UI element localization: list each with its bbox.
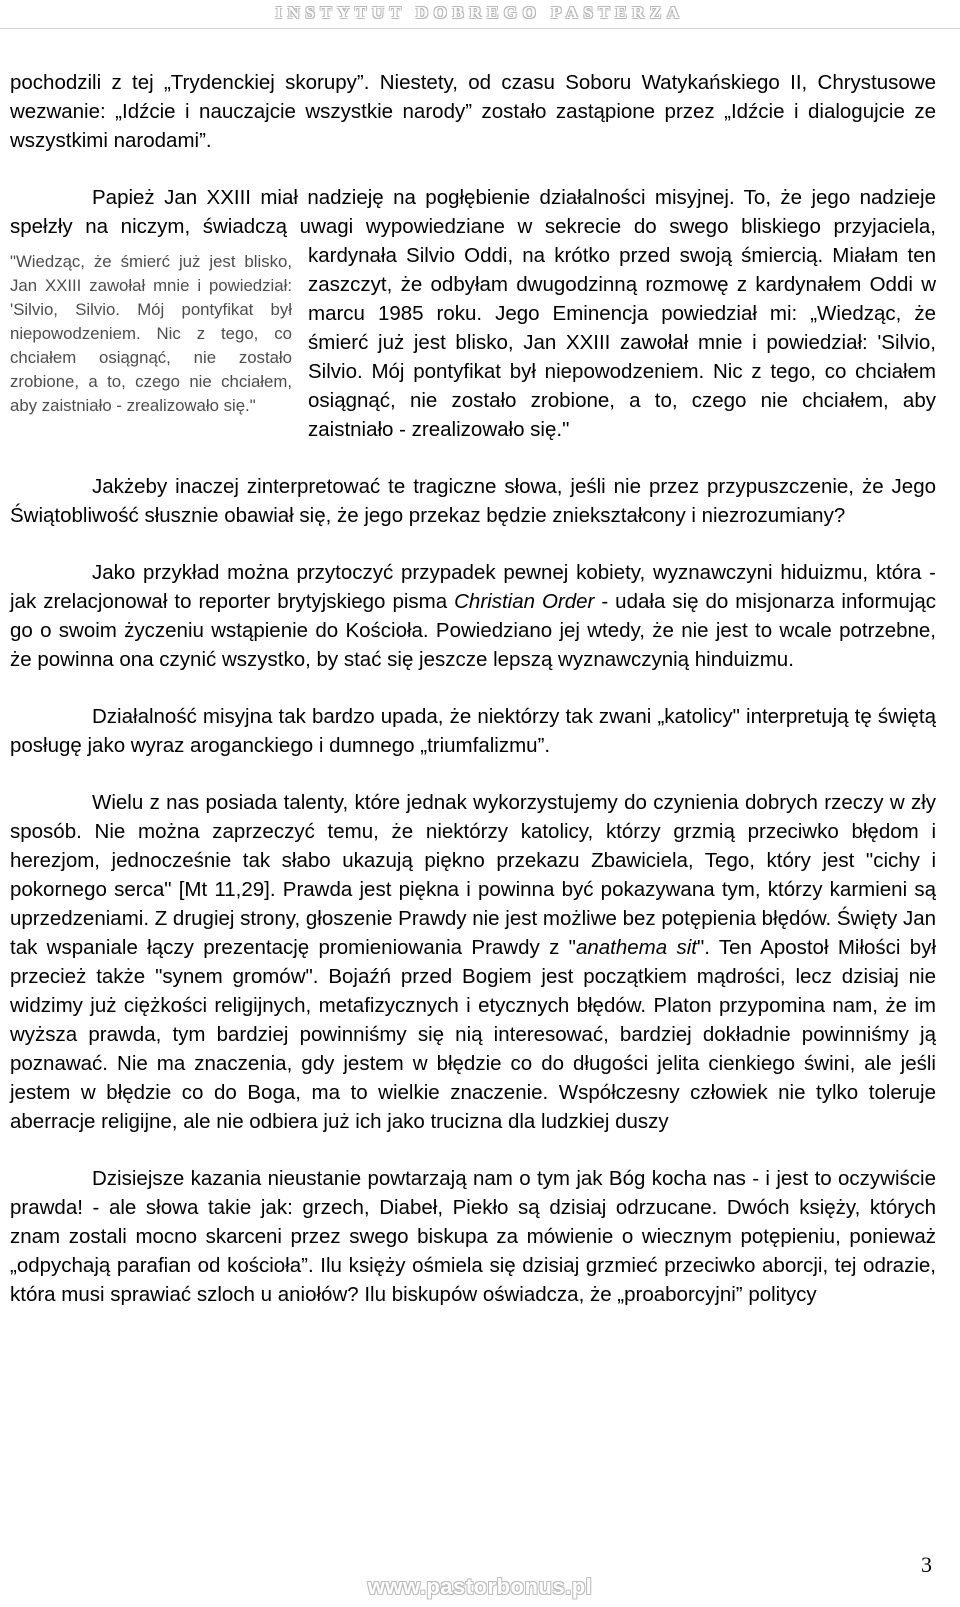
- paragraph-7: Dzisiejsze kazania nieustanie powtarzają nam o tym jak Bóg kocha nas - i jest to oczywiście prawda! - ale słowa takie jak: grzech, Diabeł, Piekło są dzisiaj odrzucane. Dwóch księży, których znam zostali mocno skarceni przez swego biskupa za mówienie o wiecznym potępieniu, ponieważ „odpychają parafian od kościoła”. Ilu księży ośmiela się dzisiaj grzmieć przeciwko aborcji, tej odrazie, która musi sprawiać szloch u aniołów? Ilu biskupów oświadcza, że „proaborcyjni” politycy: [10, 1167, 936, 1306]
- footer-url[interactable]: www.pastorbonus.pl: [367, 1574, 593, 1599]
- article-body: [10, 68, 936, 1309]
- publication-title: Christian Order: [454, 590, 595, 613]
- paragraph-2-text: Papież Jan XXIII miał nadzieję na pogłębienie działalności misyjnej. To, że jego nadzieje spełzły na niczym, świadczą uwagi wypowiedziane w sekrecie do swego bliskiego przyjaciela, kardynała Silvio Oddi, na krótko przed swoją śmiercią.: [10, 186, 936, 267]
- page-number: 3: [921, 1552, 932, 1577]
- paragraph-1: pochodzili z tej „Trydenckiej skorupy”. Niestety, od czasu Soboru Watykańskiego II, Chrystusowe wezwanie: „Idźcie i nauczajcie wszystkie narody” zostało zastąpione przez „Idźcie i dialogujcie ze wszystkimi narodami”.: [10, 71, 936, 152]
- pull-quote-oddi: "Wiedząc, że śmierć już jest blisko, Jan XXIII zawołał mnie i powiedział: 'Silvio, Silvio. Mój pontyfikat był niepowodzeniem. Nic z tego, co chciałem osiągnąć, nie zostało zrobione, a to, czego nie chciałem, aby zaistniało - zrealizowało się.": [10, 252, 292, 415]
- paragraph-4: Jako przykład można przytoczyć przypadek pewnej kobiety, wyznawczyni hiduizmu, która - jak zrelacjonował to reporter brytyjskiego pisma Christian Order - udała się do misjonarza informując go o swoim życzeniu wstąpienie do Kościoła. Powiedziano jej wtedy, że nie jest to wcale potrzebne, że powinna ona czynić wszystko, by stać się jeszcze lepszą wyznawczynią hinduizmu.: [10, 561, 936, 671]
- header-divider: [0, 28, 960, 29]
- paragraph-6: Wielu z nas posiada talenty, które jednak wykorzystujemy do czynienia dobrych rzeczy w zły sposób. Nie można zaprzeczyć temu, że niektórzy katolicy, którzy grzmią przeciwko błędom i herezjom, jednocześnie tak słabo ukazują piękno przekazu Zbawiciela, Tego, który jest "cichy i pokornego serca" [Mt 11,29]. Prawda jest piękna i powinna być pokazywana tym, którzy karmieni są uprzedzeniami. Z drugiej strony, głoszenie Prawdy nie jest możliwe bez potępienia błędów. Święty Jan tak wspaniale łączy prezentację promieniowania Prawdy z "anathema sit". Ten Apostoł Miłości był przecież także "synem gromów". Bojaźń przed Bogiem jest początkiem mądrości, lecz dzisiaj nie widzimy już ciężkości religijnych, metafizycznych i etycznych błędów. Platon przypomina nam, że im wyższa prawda, tym bardziej powinniśmy się nią interesować, bardziej dokładnie powinniśmy ją poznawać. Nie ma znaczenia, gdy jestem w błędzie co do długości jelita cienkiego świni, ale jeśli jestem w błędzie co do Boga, ma to wielkie znaczenie. Współczesny człowiek nie tylko toleruje aberracje religijne, ale nie odbiera już ich jako trucizna dla ludzkiej duszy: [10, 791, 937, 1133]
- paragraph-3: Jakżeby inaczej zinterpretować te tragiczne słowa, jeśli nie przez przypuszczenie, że Jego Świątobliwość słusznie obawiał się, że jego przekaz będzie zniekształcony i niezrozumiany?: [10, 475, 936, 527]
- paragraph-5: Działalność misyjna tak bardzo upada, że niektórzy tak zwani „katolicy" interpretują tę świętą posługę jako wyraz aroganckiego i dumnego „triumfalizmu”.: [10, 705, 936, 757]
- paragraph-2: Papież Jan XXIII miał nadzieję na pogłębienie działalności misyjnej. To, że jego nadzieje spełzły na niczym, świadczą uwagi wypowiedziane w sekrecie do swego bliskiego przyjaciela, kardynała Silvio Oddi, na krótko przed swoją śmiercią. "Wiedząc, że śmierć już jest blisko, Jan XXIII zawołał mnie i powiedział: 'Silvio, Silvio. Mój pontyfikat był niepowodzeniem. Nic z tego, co chciałem osiągnąć, nie zostało zrobione, a to, czego nie chciałem, aby zaistniało - zrealizowało się." Miałam ten zaszczyt, że odbyłam dwugodzinną rozmowę z kardynałem Oddi w marcu 1985 roku. Jego Eminencja powiedział mi: „Wiedząc, że śmierć już jest blisko, Jan XXIII zawołał mnie i powiedział: 'Silvio, Silvio. Mój pontyfikat był niepowodzeniem. Nic z tego, co chciałem osiągnąć, nie zostało zrobione, a to, czego nie chciałem, aby zaistniało - zrealizowało się.": [10, 186, 936, 441]
- header-title: INSTYTUT DOBREGO PASTERZA: [275, 3, 685, 22]
